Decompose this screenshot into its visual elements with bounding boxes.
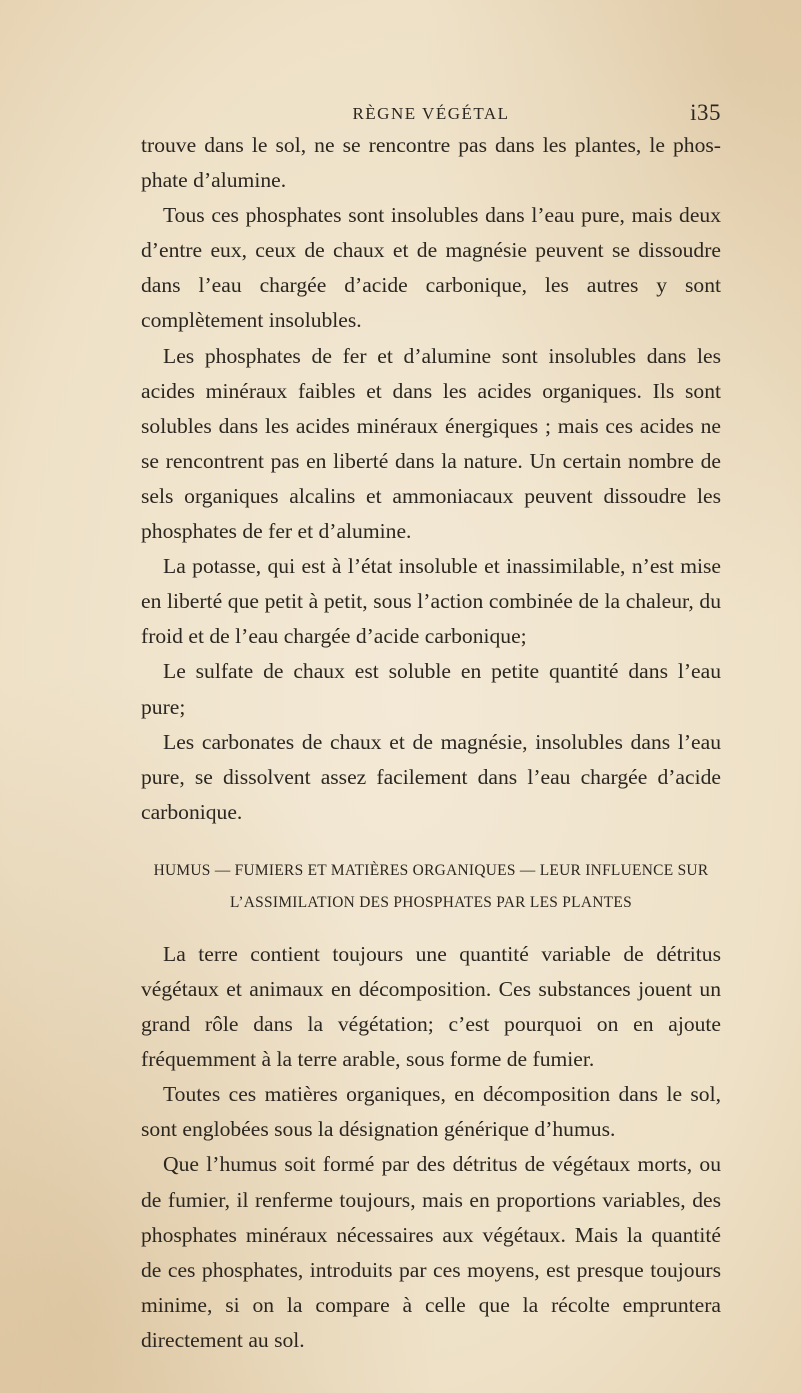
paragraph: Que l’humus soit formé par des détritus de végétaux morts, ou de fumier, il renferme toujours, mais en proportions variables, des phosphates minéraux nécessaires aux végétaux. Mais la quantité de ces phosphates, introduits par ces moyens, est presque toujours minime, si on la compare à celle que la récolte empruntera directement au sol. (141, 1152, 721, 1352)
paragraph: La terre contient toujours une quantité variable de détritus végétaux et animaux en décomposition. Ces substances jouent un grand rôle dans la végétation; c’est pourquoi on en ajoute fréquemment à la terre arable, sous forme de fumier. (141, 941, 721, 1072)
paragraph: Les phosphates de fer et d’alumine sont insolubles dans les acides minéraux faibles et dans les acides organiques. Ils sont solubles dans les acides minéraux énergiques ; mais ces acides ne se rencontrent pas en liberté dans la nature. Un certain nombre de sels organiques alcalins et ammoniacaux peuvent dissoudre les phosphates de fer et d’alumine. (141, 343, 721, 544)
paragraph-continuation: trouve dans le sol, ne se rencontre pas dans les plantes, le phosphate d’alumine. (141, 133, 721, 193)
paragraph: La potasse, qui est à l’état insoluble et inassimilable, n’est mise en liberté que petit à petit, sous l’action combinée de la chaleur, du froid et de l’eau chargée d’acide carbonique; (141, 554, 721, 649)
section-heading (141, 855, 721, 919)
running-title: RÈGNE VÉGÉTAL (352, 104, 510, 123)
paragraph: Toutes ces matières organiques, en décomposition dans le sol, sont englobées sous la désignation générique d’humus. (141, 1082, 721, 1142)
section-heading-line: L’ASSIMILATION DES PHOSPHATES PAR LES PLANTES (230, 893, 632, 911)
section-heading-line: HUMUS — FUMIERS ET MATIÈRES ORGANIQUES — LEUR INFLUENCE SUR (153, 861, 709, 879)
body-text (141, 128, 721, 1358)
paragraph: Le sulfate de chaux est soluble en petite quantité dans l’eau pure; (141, 659, 721, 719)
paragraph: Tous ces phosphates sont insolubles dans l’eau pure, mais deux d’entre eux, ceux de chaux et de magnésie peuvent se dissoudre dans l’eau chargée d’acide carbonique, les autres y sont complètement insolubles. (141, 203, 721, 333)
paragraph: Les carbonates de chaux et de magnésie, insolubles dans l’eau pure, se dissolvent assez facilement dans l’eau chargée d’acide carbonique. (141, 729, 721, 824)
running-head (141, 102, 721, 130)
page-number: i35 (690, 100, 721, 125)
